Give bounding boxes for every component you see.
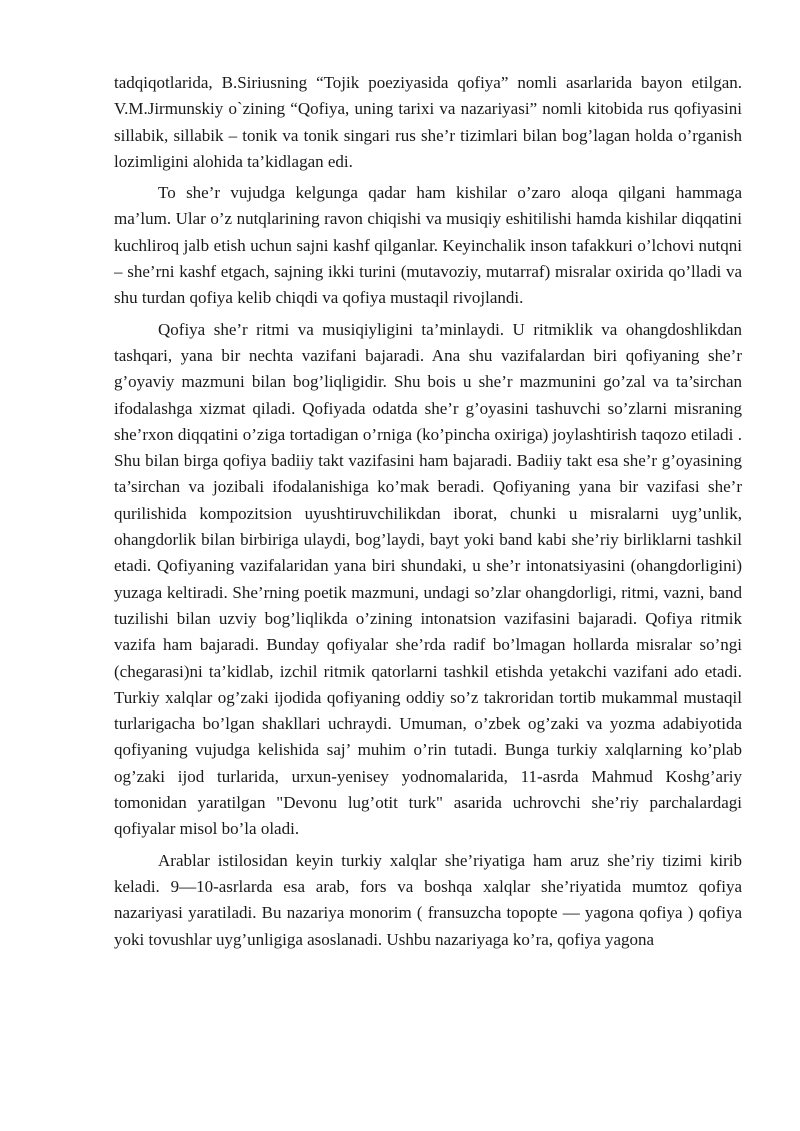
paragraph-1: tadqiqotlarida, B.Siriusning “Tojik poeziyasida qofiya” nomli asarlarida bayon etilgan. V.M.Jirmunskiy o`zining “Qofiya, uning tarixi va nazariyasi” nomli kitobida rus qofiyasini sillabik, sillabik – tonik va tonik singari rus she’r tizimlari bilan bog’lagan holda o’rganish lozimligini alohida ta’kidlagan edi. (114, 73, 742, 171)
paragraph-3: Qofiya she’r ritmi va musiqiyligini ta’minlaydi. U ritmiklik va ohangdoshlikdan tashqari, yana bir nechta vazifani bajaradi. Ana shu vazifalardan biri qofiyaning she’r g’oyaviy mazmuni bilan bog’liqligidir. Shu bois u she’r mazmunini go’zal va ta’sirchan ifodalashga xizmat qiladi. Qofiyada odatda she’r g’oyasini tashuvchi so’zlarni misraning she’rxon diqqatini o’ziga tortadigan o’rniga (ko’pincha oxiriga) joylashtirish taqozo etiladi . Shu bilan birga qofiya badiiy takt vazifasini ham bajaradi. Badiiy takt esa she’r g’oyasining ta’sirchan va jozibali ifodalanishiga ko’mak beradi. Qofiyaning yana bir vazifasi she’r qurilishida kompozitsion uyushtiruvchilikdan iborat, chunki u misralarni uyg’unlik, ohangdorlik bilan birbiriga ulaydi, bog’laydi, bayt yoki band kabi she’riy birliklarni tashkil etadi. Qofiyaning vazifalaridan yana biri shundaki, u she’r intonatsiyasini (ohangdorligini) yuzaga keltiradi. She’rning poetik mazmuni, undagi so’zlar ohangdorligi, ritmi, vazni, band tuzilishi bilan uzviy bog’liqlikda o’zining intonatsion vazifasini bajaradi. Qofiya ritmik vazifa ham bajaradi. Bunday qofiyalar she’rda radif bo’lmagan hollarda misralar so’ngi (chegarasi)ni ta’kidlab, izchil ritmik qatorlarni tashkil etishda yetakchi vazifani ado etadi. Turkiy xalqlar og’zaki ijodida qofiyaning oddiy so’z takroridan tortib mukammal mustaqil turlarigacha bo’lgan shakllari uchraydi. Umuman, o’zbek og’zaki va yozma adabiyotida qofiyaning vujudga kelishida saj’ muhim o’rin tutadi. Bunga turkiy xalqlarning ko’plab og’zaki ijod turlarida, urxun-yenisey yodnomalarida, 11-asrda Mahmud Koshg’ariy tomonidan yaratilgan "Devonu lug’otit turk" asarida uchrovchi she’riy parchalardagi qofiyalar misol bo’la oladi. (114, 319, 742, 839)
paragraph-2: To she’r vujudga kelgunga qadar ham kishilar o’zaro aloqa qilgani hammaga ma’lum. Ular o’z nutqlarining ravon chiqishi va musiqiy eshitilishi hamda kishilar diqqatini kuchliroq jalb etish uchun sajni kashf qilganlar. Keyinchalik inson tafakkuri o’lchovi nutqni – she’rni kashf etgach, sajning ikki turini (mutavoziy, mutarraf) misralar oxirida qo’lladi va shu turdan qofiya kelib chiqdi va qofiya mustaqil rivojlandi. (114, 183, 742, 308)
paragraph-4: Arablar istilosidan keyin turkiy xalqlar she’riyatiga ham aruz she’riy tizimi kirib keladi. 9—10-asrlarda esa arab, fors va boshqa xalqlar she’riyatida mumtoz qofiya nazariyasi yaratiladi. Bu nazariya monorim ( fransuzcha topopte — yagona qofiya ) qofiya yoki tovushlar uyg’unligiga asoslanadi. Ushbu nazariyaga ko’ra, qofiya yagona (114, 850, 742, 949)
document-page (114, 70, 742, 958)
